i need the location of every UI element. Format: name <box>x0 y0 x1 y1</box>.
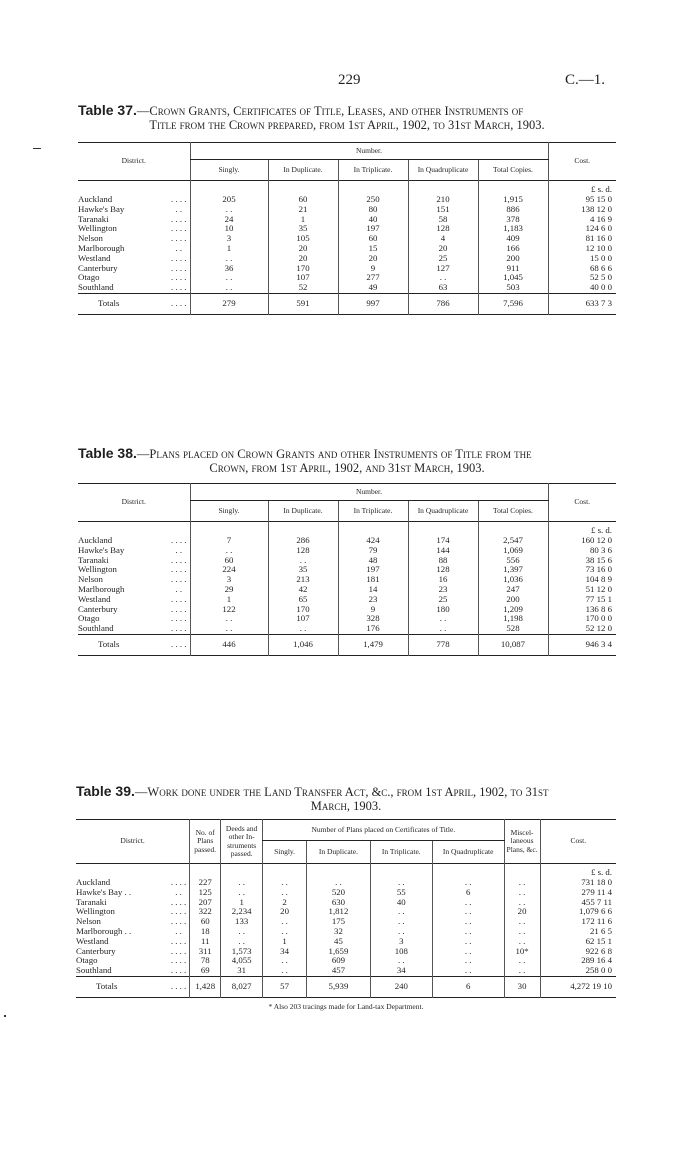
margin-mark <box>33 148 41 149</box>
table-row: Marlborough . . 29 42 14 23 247 51 12 0 <box>78 585 616 595</box>
table-row: Westland . . . . 11 . . 1 45 3 . . . . 62 15 1 <box>76 937 616 947</box>
table-row: Canterbury . . . . 36 170 9 127 911 68 6 6 <box>78 264 616 274</box>
table-row: Nelson . . . . 3 105 60 4 409 81 16 0 <box>78 234 616 244</box>
duplicate-header: In Duplicate. <box>268 501 338 522</box>
miscellaneous-header: Miscel-laneous Plans, &c. <box>504 820 540 864</box>
table-39-label: Table 39. <box>76 783 135 799</box>
table-37-label: Table 37. <box>78 102 137 118</box>
duplicate-header: In Duplicate. <box>268 160 338 181</box>
cost-header: Cost. <box>548 484 616 522</box>
quadruplicate-header: In Quadruplicate <box>408 160 478 181</box>
table-37-title-line2: Title from the Crown prepared, from 1st April, 1902, to 31st March, 1903. <box>149 118 545 132</box>
cost-header: Cost. <box>548 143 616 181</box>
table-row: Wellington . . . . 10 35 197 128 1,183 124 6 0 <box>78 224 616 234</box>
table-row: Canterbury . . . . 122 170 9 180 1,209 136 8 6 <box>78 605 616 615</box>
table-row: Southland . . . . . . . . 176 . . 528 52 12 0 <box>78 624 616 634</box>
table-row: Hawke's Bay . . . . 125 . . . . 520 55 6 . . 279 11 4 <box>76 888 616 898</box>
district-header: District. <box>121 156 146 166</box>
table-row: Wellington . . . . 322 2,234 20 1,812 . . . . 20 1,079 6 6 <box>76 907 616 917</box>
table-row: Taranaki . . . . 24 1 40 58 378 4 16 9 <box>78 215 616 225</box>
table-row: Otago . . . . . . 107 328 . . 1,198 170 0 0 <box>78 614 616 624</box>
table-38-label: Table 38. <box>78 445 137 461</box>
table-row: Taranaki . . . . 207 1 2 630 40 . . . . 455 7 11 <box>76 898 616 908</box>
table-37-section <box>78 103 616 315</box>
quadruplicate-header: In Quadruplicate <box>432 841 504 864</box>
table-row: Canterbury . . . . 311 1,573 34 1,659 108 . . 10* 922 6 8 <box>76 947 616 957</box>
table-37 <box>78 142 616 315</box>
plans-placed-header: Number of Plans placed on Certificates of Title. <box>263 820 504 841</box>
table-row: Auckland . . . . 205 60 250 210 1,915 95 15 0 <box>78 195 616 205</box>
table-37-title-line1: —Crown Grants, Certificates of Title, Leases, and other Instruments of <box>136 104 524 118</box>
table-39-title-line2: March, 1903. <box>310 799 382 813</box>
plans-passed-header: No. of Plans passed. <box>190 820 221 864</box>
document-code: C.—1. <box>565 72 606 88</box>
quadruplicate-header: In Quadruplicate <box>408 501 478 522</box>
table-row: Marlborough . . . . 18 . . . . 32 . . . . . . 21 6 5 <box>76 927 616 937</box>
footnote: * Also 203 tracings made for Land-tax Department. <box>268 1001 424 1011</box>
number-header: Number. <box>190 484 548 501</box>
margin-dot <box>4 1015 6 1017</box>
cost-header: Cost. <box>540 820 616 864</box>
lsd-header: £ s. d. <box>540 864 616 879</box>
table-row: Auckland . . . . 227 . . . . . . . . . . . . 731 18 0 <box>76 878 616 888</box>
lsd-header: £ s. d. <box>548 181 616 196</box>
singly-header: Singly. <box>190 160 268 181</box>
duplicate-header: In Duplicate. <box>307 841 371 864</box>
table-row: Nelson . . . . 60 133 . . 175 . . . . . . 172 11 6 <box>76 917 616 927</box>
table-row: Southland . . . . . . 52 49 63 503 40 0 0 <box>78 283 616 293</box>
totals-row: Totals . . . . 1,428 8,027 57 5,939 240 6 30 4,272 19 10 <box>76 976 616 997</box>
triplicate-header: In Triplicate. <box>338 160 408 181</box>
singly-header: Singly. <box>263 841 307 864</box>
table-row: Nelson . . . . 3 213 181 16 1,036 104 8 9 <box>78 575 616 585</box>
table-row: Hawke's Bay . . . . 128 79 144 1,069 80 3 6 <box>78 546 616 556</box>
page-number: 229 <box>338 72 361 88</box>
table-38-section <box>78 446 616 656</box>
table-39-title-line1: —Work done under the Land Transfer Act, &c., from 1st April, 1902, to 31st <box>134 785 549 799</box>
number-header: Number. <box>190 143 548 160</box>
table-39 <box>76 819 616 998</box>
table-37-title <box>78 103 616 132</box>
table-row: Marlborough . . 1 20 15 20 166 12 10 0 <box>78 244 616 254</box>
triplicate-header: In Triplicate. <box>370 841 432 864</box>
table-row: Westland . . . . . . 20 20 25 200 15 0 0 <box>78 254 616 264</box>
totals-row: Totals . . . . 279 591 997 786 7,596 633 7 3 <box>78 293 616 314</box>
table-row: Westland . . . . 1 65 23 25 200 77 15 1 <box>78 595 616 605</box>
table-39-title <box>76 784 616 813</box>
table-38-title-line1: —Plans placed on Crown Grants and other Instruments of Title from the <box>136 447 532 461</box>
lsd-header: £ s. d. <box>548 522 616 537</box>
table-row: Wellington . . . . 224 35 197 128 1,397 73 16 0 <box>78 565 616 575</box>
triplicate-header: In Triplicate. <box>338 501 408 522</box>
table-38-title-line2: Crown, from 1st April, 1902, and 31st March, 1903. <box>209 461 485 475</box>
table-row: Southland . . . . 69 31 . . 457 34 . . . . 258 0 0 <box>76 966 616 976</box>
singly-header: Singly. <box>190 501 268 522</box>
table-row: Taranaki . . . . 60 . . 48 88 556 38 15 6 <box>78 556 616 566</box>
table-row: Otago . . . . 78 4,055 . . 609 . . . . . . 289 16 4 <box>76 956 616 966</box>
district-header: District. <box>120 836 145 846</box>
table-39-section <box>76 784 616 1011</box>
total-copies-header: Total Copies. <box>478 160 548 181</box>
deeds-passed-header: Deeds and other In-struments passed. <box>221 820 263 864</box>
table-row: Otago . . . . . . 107 277 . . 1,045 52 5 0 <box>78 273 616 283</box>
district-header: District. <box>121 497 146 507</box>
table-row: Auckland . . . . 7 286 424 174 2,547 160 12 0 <box>78 536 616 546</box>
table-row: Hawke's Bay . . . . 21 80 151 886 138 12 0 <box>78 205 616 215</box>
table-38 <box>78 483 616 656</box>
table-38-title <box>78 446 616 475</box>
totals-row: Totals . . . . 446 1,046 1,479 778 10,087 946 3 4 <box>78 634 616 655</box>
total-copies-header: Total Copies. <box>478 501 548 522</box>
